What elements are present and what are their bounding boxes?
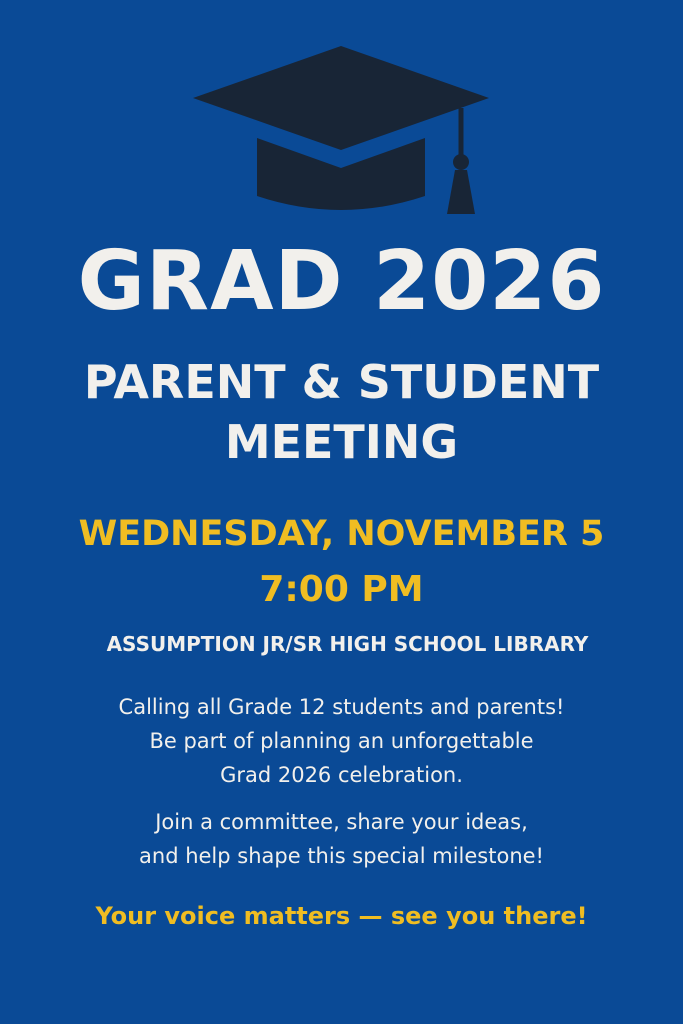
paragraph-line: and help shape this special milestone! — [139, 844, 544, 868]
event-subtitle — [0, 352, 683, 472]
event-time: 7:00 PM — [259, 569, 424, 610]
paragraph-line: Be part of planning an unforgettable — [149, 729, 534, 753]
invitation-paragraph — [0, 690, 683, 792]
paragraph-line: Join a committee, share your ideas, — [155, 810, 528, 834]
subtitle-line: MEETING — [224, 415, 459, 469]
committee-paragraph — [0, 805, 683, 873]
event-title: GRAD 2026 — [77, 234, 606, 329]
paragraph-line: Grad 2026 celebration. — [220, 763, 463, 787]
paragraph-line: Calling all Grade 12 students and parents! — [118, 695, 565, 719]
graduation-cap-icon — [193, 46, 489, 216]
event-date: WEDNESDAY, NOVEMBER 5 — [78, 514, 605, 554]
subtitle-line: PARENT & STUDENT — [83, 355, 600, 409]
tagline: Your voice matters — see you there! — [95, 902, 588, 930]
event-location: ASSUMPTION JR/SR HIGH SCHOOL LIBRARY — [106, 632, 589, 656]
